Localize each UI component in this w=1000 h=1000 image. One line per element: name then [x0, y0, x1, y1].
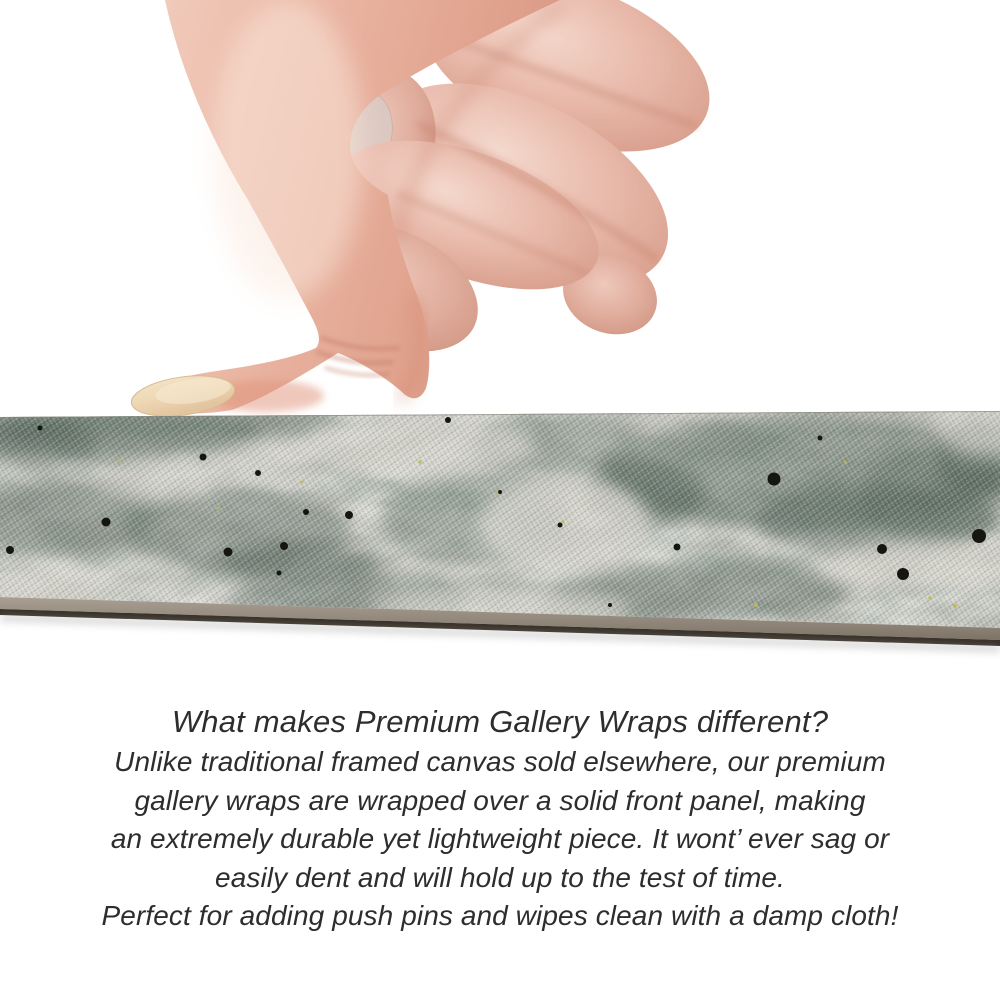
- canvas-wrap-edge-photo: [0, 400, 1000, 660]
- hand-pressing-photo: [0, 0, 1000, 440]
- body-line: easily dent and will hold up to the test of time.: [215, 861, 785, 893]
- body-line: Perfect for adding push pins and wipes clean with a damp cloth!: [101, 900, 899, 931]
- body-line: gallery wraps are wrapped over a solid front panel, making: [134, 784, 866, 816]
- body-line: an extremely durable yet lightweight piece. It wont’ ever sag or: [110, 823, 890, 854]
- headline: What makes Premium Gallery Wraps different?: [171, 704, 829, 739]
- body-line: Unlike traditional framed canvas sold elsewhere, our premium: [114, 746, 886, 777]
- skin-highlight: [213, 0, 363, 300]
- marketing-copy: [0, 701, 1000, 936]
